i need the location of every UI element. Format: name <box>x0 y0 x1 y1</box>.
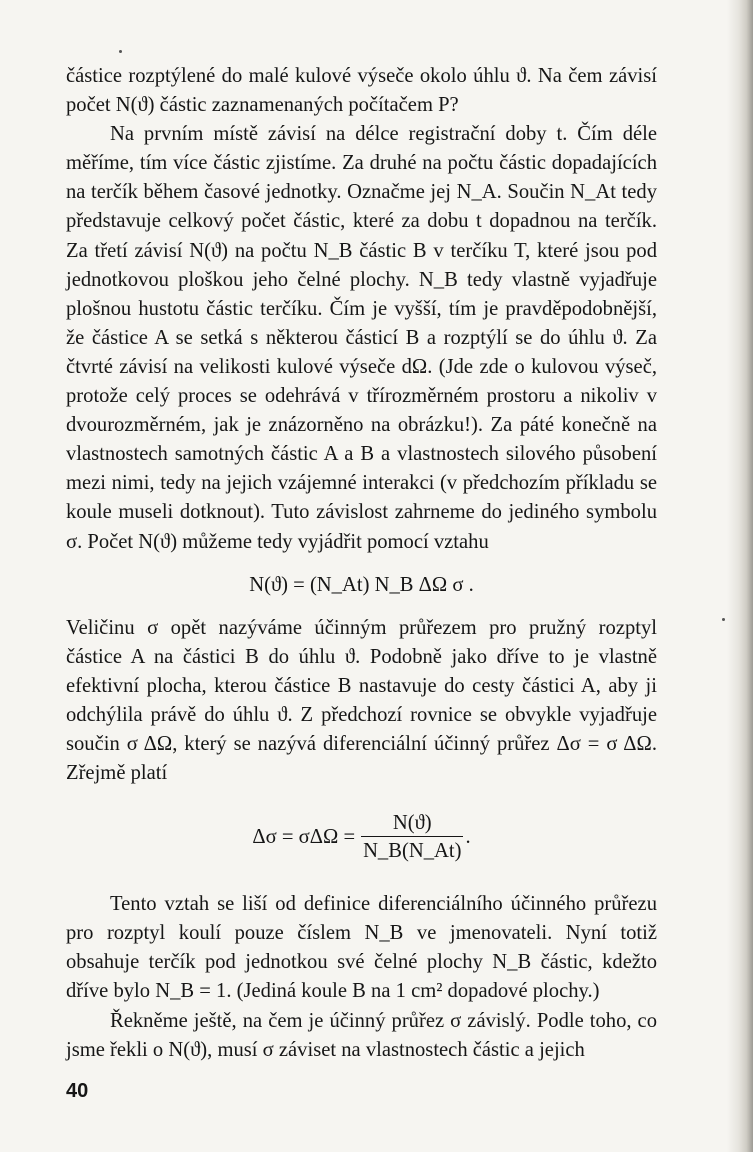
equation-2-denominator: N_B(N_At) <box>363 839 462 862</box>
page-edge-shadow <box>727 0 753 1152</box>
paragraph-1: částice rozptýlené do malé kulové výseče okolo úhlu ϑ. Na čem závisí počet N(ϑ) částic zaznamenaných počítačem P? <box>66 65 657 117</box>
equation-2-lhs: Δσ = σΔΩ = <box>252 825 356 848</box>
paragraph-3: Veličinu σ opět nazýváme účinným průřezem pro pružný rozptyl částice A na částici B do úhlu ϑ. Podobně jako dříve to je vlastně efektivní plocha, kterou částice B nastavuje do cesty částici A, aby ji odchýlila právě do úhlu ϑ. Z předchozí rovnice se obvykle vyjadřuje součin σ ΔΩ, který se nazývá diferenciální účinný průřez Δσ = σ ΔΩ. Zřejmě platí <box>66 616 657 785</box>
equation-1: N(ϑ) = (N_At) N_B ΔΩ σ . <box>249 573 474 596</box>
speck <box>119 50 122 53</box>
equation-2-numerator: N(ϑ) <box>392 811 432 834</box>
paragraph-5: Řekněme ještě, na čem je účinný průřez σ závislý. Podle toho, co jsme řekli o N(ϑ), musí σ záviset na vlastnostech částic a jejich <box>66 1009 657 1061</box>
equation-2-period: . <box>465 825 471 848</box>
body-text <box>66 62 657 1065</box>
equation-2-fraction <box>361 810 463 865</box>
paragraph-4: Tento vztah se liší od definice diferenciálního účinného průřezu pro rozptyl koulí pouze číslem N_B ve jmenovateli. Nyní totiž obsahuje terčík pod jednotkou své čelné plochy N_B částic, kdežto dříve bylo N_B = 1. (Jediná koule B na 1 cm² dopadové plochy.) <box>66 893 657 1003</box>
page-number: 40 <box>66 1080 89 1102</box>
equation-2 <box>66 800 657 874</box>
paragraph-2: Na prvním místě závisí na délce registrační doby t. Čím déle měříme, tím více částic zjistíme. Za druhé na počtu částic dopadajících na terčík během časové jednotky. Označme jej N_A. Součin N_At tedy představuje celkový počet částic, které za dobu t dopadnou na terčík. Za třetí závisí N(ϑ) na počtu N_B částic B v terčíku T, které jsou pod jednotkovou ploškou jeho čelné plochy. N_B tedy vlastně vyjadřuje plošnou hustotu částic terčíku. Čím je vyšší, tím je pravděpodobnější, že částice A se setká s některou částicí B a rozptýlí se do úhlu ϑ. Za čtvrté závisí na velikosti kulové výseče dΩ. (Jde zde o kulovou výseč, protože celý proces se odehrává v třírozměrném prostoru a nikoliv v dvourozměrném, jak je znázorněno na obrázku!). Za páté konečně na vlastnostech samotných částic A a B a vlastnostech silového působení mezi nimi, tedy na jejich vzájemné interakci (v předchozím příkladu se koule museli dotknout). Tuto závislost zahrneme do jediného symbolu σ. Počet N(ϑ) můžeme tedy vyjádřit pomocí vztahu <box>66 123 657 553</box>
speck <box>722 618 725 621</box>
